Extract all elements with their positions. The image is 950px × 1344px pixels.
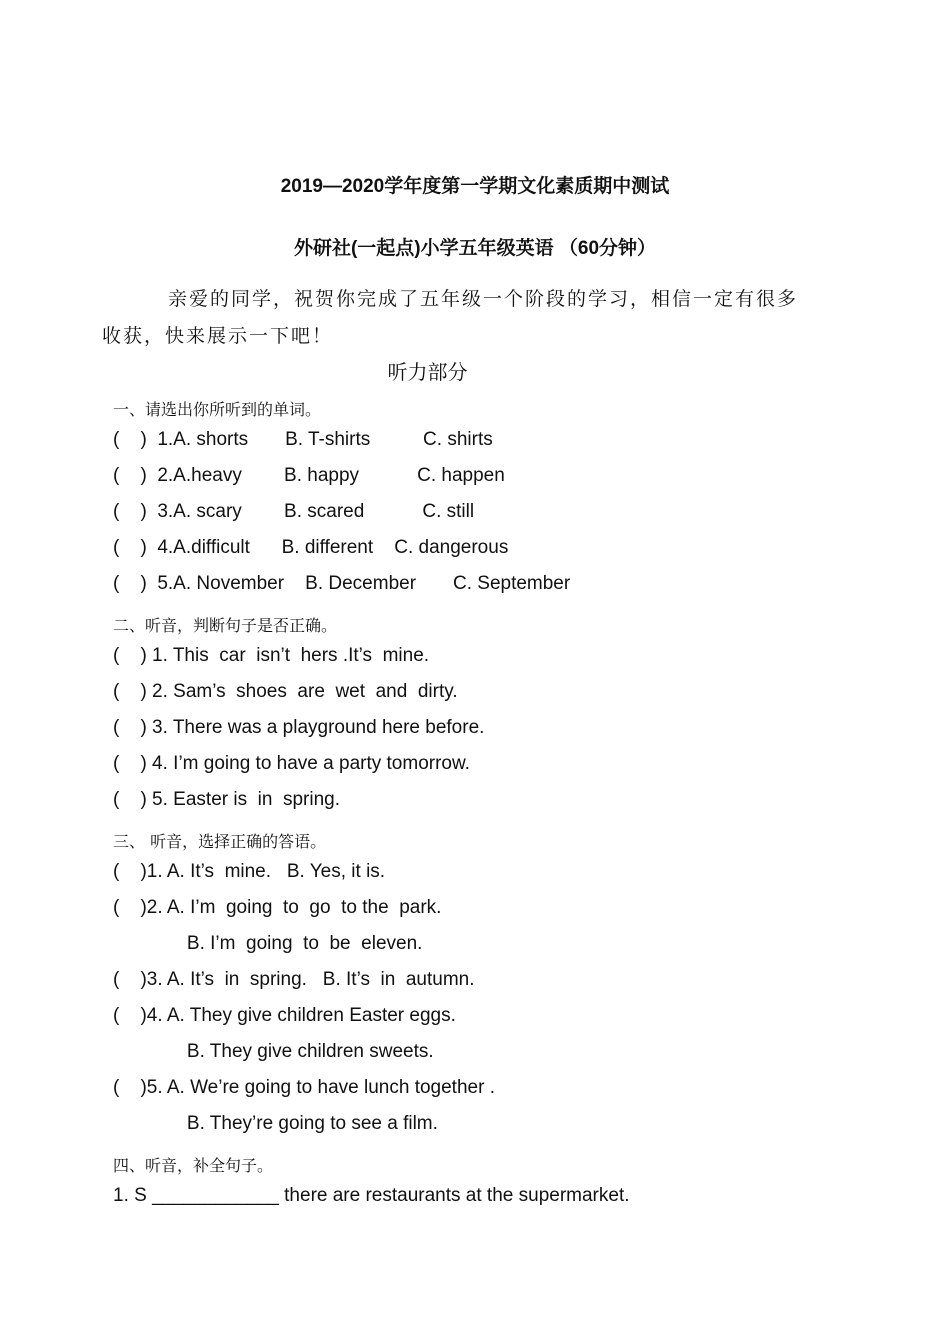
question-line: ( ) 4. I’m going to have a party tomorrow. <box>113 753 470 774</box>
question-line: ( ) 4.A.difficult B. different C. dangerous <box>113 537 509 558</box>
exam-title: 2019—2020学年度第一学期文化素质期中测试 <box>280 176 670 197</box>
question-line: B. They give children sweets. <box>113 1041 434 1062</box>
question-line: ( ) 2.A.heavy B. happy C. happen <box>113 465 505 486</box>
question-line: ( ) 5.A. November B. December C. September <box>113 573 571 594</box>
intro-line-1: 亲爱的同学，祝贺你完成了五年级一个阶段的学习，相信一定有很多 <box>168 288 799 310</box>
question-line: B. They’re going to see a film. <box>113 1113 438 1134</box>
section-4-heading: 四、听音，补全句子。 <box>113 1156 274 1175</box>
question-line: ( ) 5. Easter is in spring. <box>113 789 341 810</box>
question-line: ( ) 3. There was a playground here before. <box>113 717 485 738</box>
intro-line-2: 收获，快来展示一下吧！ <box>102 325 334 347</box>
question-line: ( )5. A. We’re going to have lunch together . <box>113 1077 495 1098</box>
question-line: ( )1. A. It’s mine. B. Yes, it is. <box>113 861 386 882</box>
question-line: B. I’m going to be eleven. <box>113 933 423 954</box>
section-2-heading: 二、听音，判断句子是否正确。 <box>113 616 338 635</box>
section-3-heading: 三、 听音，选择正确的答语。 <box>113 832 327 851</box>
exam-subtitle: 外研社(一起点)小学五年级英语 （60分钟） <box>293 238 657 259</box>
question-line: ( )3. A. It’s in spring. B. It’s in autumn. <box>113 969 475 990</box>
question-line: 1. S ____________ there are restaurants at the supermarket. <box>113 1185 630 1206</box>
question-line: ( )2. A. I’m going to go to the park. <box>113 897 442 918</box>
question-line: ( ) 2. Sam’s shoes are wet and dirty. <box>113 681 458 702</box>
question-line: ( ) 3.A. scary B. scared C. still <box>113 501 475 522</box>
question-line: ( ) 1.A. shorts B. T-shirts C. shirts <box>113 429 493 450</box>
question-line: ( ) 1. This car isn’t hers .It’s mine. <box>113 645 430 666</box>
section-1-heading: 一、请选出你所听到的单词。 <box>113 400 322 419</box>
part-title: 听力部分 <box>387 360 468 384</box>
question-line: ( )4. A. They give children Easter eggs. <box>113 1005 456 1026</box>
